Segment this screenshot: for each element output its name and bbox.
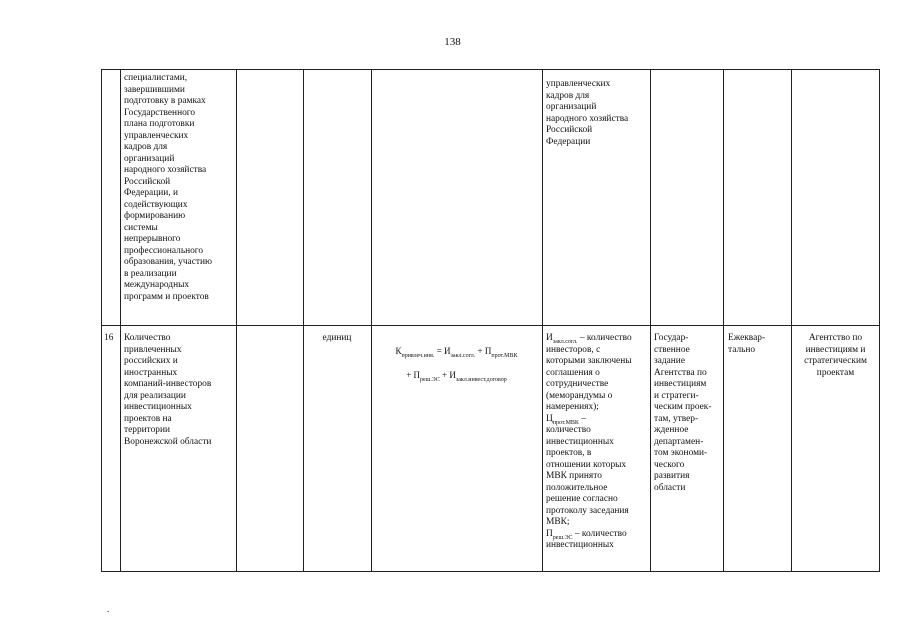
- table-column-divider: [723, 69, 724, 572]
- formula-term-sub: закл.согл.: [450, 352, 476, 359]
- definition-cell: управленческих кадров для организаций народного хозяйства Российской Федерации: [546, 79, 629, 147]
- table-row-divider: [101, 325, 880, 326]
- table-column-divider: [791, 69, 792, 572]
- formula-plus: +: [439, 370, 450, 380]
- source-cell: Государ- ственное задание Агентства по инвестициям и стратеги- ческим проек- там, утвер- жденное департамен- том экономи- ческого развития области: [654, 333, 712, 493]
- table-column-divider: [542, 69, 543, 572]
- definition-cell: [546, 333, 650, 552]
- formula-cell: [374, 333, 539, 381]
- page-number: 138: [444, 36, 461, 48]
- formula-eq: =: [434, 346, 445, 356]
- table-column-divider: [236, 69, 237, 572]
- definition-symbol-sub: закл.согл.: [552, 338, 578, 345]
- unit-cell: единиц: [322, 333, 352, 343]
- table-column-divider: [303, 69, 304, 572]
- table-border-right: [879, 69, 880, 572]
- definition-symbol: И: [546, 333, 553, 343]
- formula-plus: +: [406, 370, 414, 380]
- definition-symbol: П: [546, 528, 553, 539]
- definition-text: – количество инвесторов, с которыми заключены соглашения о сотрудничестве (меморандумы о намерениях);: [546, 333, 632, 412]
- definition-symbol-sub: прот.МВК: [552, 419, 579, 426]
- definition-symbol: Ц: [546, 413, 553, 424]
- stray-mark: .: [107, 604, 110, 614]
- table-border-bottom: [101, 571, 880, 572]
- formula-term-sub: реш.ЭС: [420, 376, 440, 383]
- table-column-divider: [371, 69, 372, 572]
- formula-term: И: [449, 370, 456, 380]
- definition-text: – количество инвестиционных проектов, в отношении которых МВК принято положительное решение согласно протоколу заседания МВК;: [546, 413, 629, 527]
- formula-plus: +: [475, 346, 485, 356]
- table-border-top: [101, 69, 880, 70]
- formula-lhs: К: [395, 346, 402, 356]
- definition-symbol-sub: реш.ЭС: [552, 534, 573, 541]
- responsible-cell: Агентство по инвестициям и стратегическим проектам: [804, 333, 867, 378]
- formula-term: П: [484, 346, 492, 356]
- formula-term: П: [413, 370, 421, 380]
- table-column-divider: [120, 69, 121, 572]
- formula-lhs-sub: привлеч.инв.: [401, 352, 435, 359]
- formula-term-sub: прот.МВК: [491, 352, 518, 359]
- formula-term: И: [444, 346, 451, 356]
- frequency-cell: Ежеквар- тально: [728, 333, 766, 355]
- formula-term-sub: закл.инвест.договор: [455, 376, 507, 383]
- indicator-cell: Количество привлеченных российских и иностранных компаний-инвесторов для реализации инвестиционных проектов на территории Воронежской области: [124, 333, 212, 447]
- table-column-divider: [650, 69, 651, 572]
- definition-text: – количество инвестиционных: [546, 528, 627, 550]
- row-number: 16: [104, 333, 114, 343]
- indicator-cell: специалистами, завершившими подготовку в рамках Государственного плана подготовки управленческих кадров для организаций народного хозяйства Российской Федерации, и содействующих формированию системы непрерывного профессионального образования, участию в реализации международных программ и проектов: [124, 73, 212, 302]
- table-border-left: [101, 69, 102, 572]
